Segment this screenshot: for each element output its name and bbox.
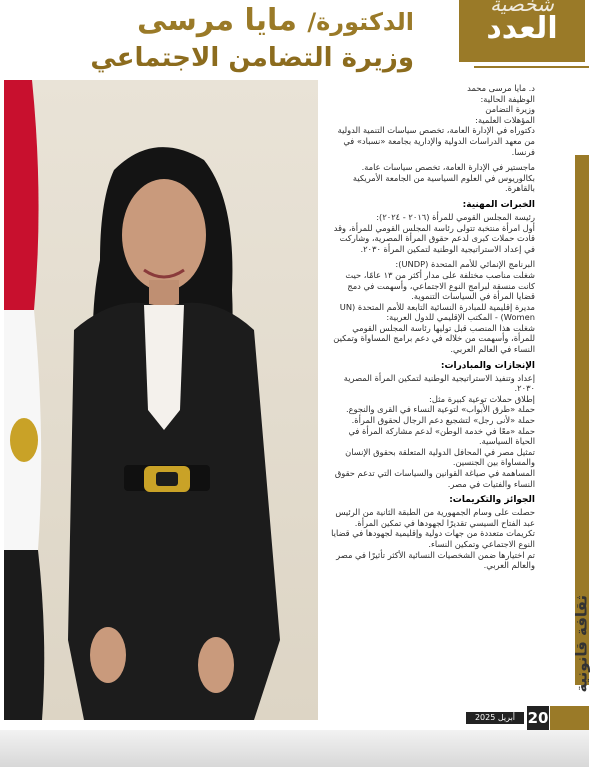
badge-top-text: شخصية bbox=[490, 0, 554, 16]
section-badge bbox=[459, 0, 585, 62]
achievement-item: حملة «لأنى رجل» لتشجيع دعم الرجال لحقوق المرأة. bbox=[351, 415, 535, 426]
footer-accent bbox=[550, 706, 589, 730]
achievement-item: إطلاق حملات توعية كبيرة مثل: bbox=[429, 393, 535, 404]
page-edge bbox=[0, 730, 589, 767]
award-item: حصلت على وسام الجمهورية من الطبقة الثانية من الرئيس عبد الفتاح السيسي تقديرًا لجهودها في تمكين المرأة. bbox=[335, 507, 535, 528]
award-item: تكريمات متعددة من جهات دولية وإقليمية لجهودها في قضايا النوع الاجتماعي وتمكين النساء. bbox=[331, 528, 535, 549]
experience-item: رئيسة المجلس القومي للمرأة (٢٠١٦ - ٢٠٢٤): bbox=[376, 211, 535, 222]
achievement-item: حملة «طرق الأبواب» لتوعية النساء في القرى والنجوع. bbox=[345, 404, 535, 415]
section-sidebar bbox=[549, 155, 591, 693]
article-body bbox=[327, 83, 535, 571]
achievement-item: المساهمة في صياغة القوانين والسياسات التي تدعم حقوق النساء والفتيات في مصر. bbox=[334, 468, 535, 489]
header-rule bbox=[474, 66, 589, 68]
intro-line: ماجستير في الإدارة العامة، تخصص سياسات عامة. bbox=[361, 162, 535, 173]
intro-line: وزيرة التضامن bbox=[485, 104, 535, 115]
article-title-block bbox=[90, 2, 414, 75]
title-name: مايا مرسى bbox=[136, 3, 297, 38]
achievement-item: تمثيل مصر في المحافل الدولية المتعلقة بحقوق الإنسان والمساواة بين الجنسين. bbox=[345, 446, 535, 468]
experience-item: مديرة إقليمية للمبادرة النسائية التابعة للأمم المتحدة (UN Women) - المكتب الإقليمي للدول العربية: bbox=[339, 301, 535, 323]
intro-line: دكتوراه في الإدارة العامة، تخصص سياسات التنمية الدولية من معهد الدراسات الدولية والإدارية بجامعة «نسباد» في فرنسا. bbox=[337, 125, 535, 157]
experience-item: شغلت هذا المنصب قبل توليها رئاسة المجلس القومي للمرأة، وأسهمت من خلاله في دعم برامج المساواة وتمكين النساء في العالم العربي. bbox=[333, 322, 535, 355]
section-label: ثقافة قانونية bbox=[573, 595, 591, 693]
experience-item: البرنامج الإنمائي للأمم المتحدة (UNDP): bbox=[395, 259, 535, 270]
portrait-photo bbox=[4, 80, 318, 720]
achievements-heading: الإنجازات والمبادرات: bbox=[440, 360, 535, 371]
achievement-item: حملة «معًا في خدمة الوطن» لدعم مشاركة المرأة في الحياة السياسية. bbox=[348, 425, 535, 447]
portrait-figure bbox=[4, 80, 318, 720]
intro-line: المؤهلات العلمية: bbox=[475, 114, 535, 125]
intro-line: د. مايا مرسى محمد bbox=[467, 83, 535, 93]
experience-item: شغلت مناصب مختلفة على مدار أكثر من ١٣ عامًا، حيث كانت منسقة لبرامج النوع الاجتماعي، وأسهمت في دمج قضايا المرأة في السياسات التنموية. bbox=[345, 269, 535, 302]
award-item: تم اختيارها ضمن الشخصيات النسائية الأكثر تأثيرًا في مصر والعالم العربي. bbox=[336, 549, 535, 571]
article-title bbox=[90, 2, 414, 41]
title-lead: الدكتورة/ bbox=[307, 8, 414, 36]
experience-item: أول امرأة منتخبة تتولى رئاسة المجلس القومي للمرأة، وقد قادت حملات كبرى لدعم حقوق المرأة المصرية، وشاركت في إعداد الاستراتيجية الوطنية لتمكين المرأة ٢٠٣٠. bbox=[333, 222, 535, 254]
page-number: 20 bbox=[527, 706, 549, 730]
experience-heading: الخبرات المهنية: bbox=[462, 199, 535, 210]
achievement-item: إعداد وتنفيذ الاستراتيجية الوطنية لتمكين المرأة المصرية ٢٠٣٠. bbox=[343, 372, 535, 394]
article-subtitle: وزيرة التضامن الاجتماعي bbox=[90, 43, 414, 73]
badge-main-text: العدد bbox=[486, 11, 558, 46]
awards-heading: الجوائز والتكريمات: bbox=[449, 495, 535, 506]
intro-line: الوظيفة الحالية: bbox=[480, 93, 535, 104]
issue-date: أبريل 2025 bbox=[466, 712, 524, 724]
intro-line: بكالوريوس في العلوم السياسية من الجامعة الأمريكية بالقاهرة. bbox=[352, 172, 535, 194]
